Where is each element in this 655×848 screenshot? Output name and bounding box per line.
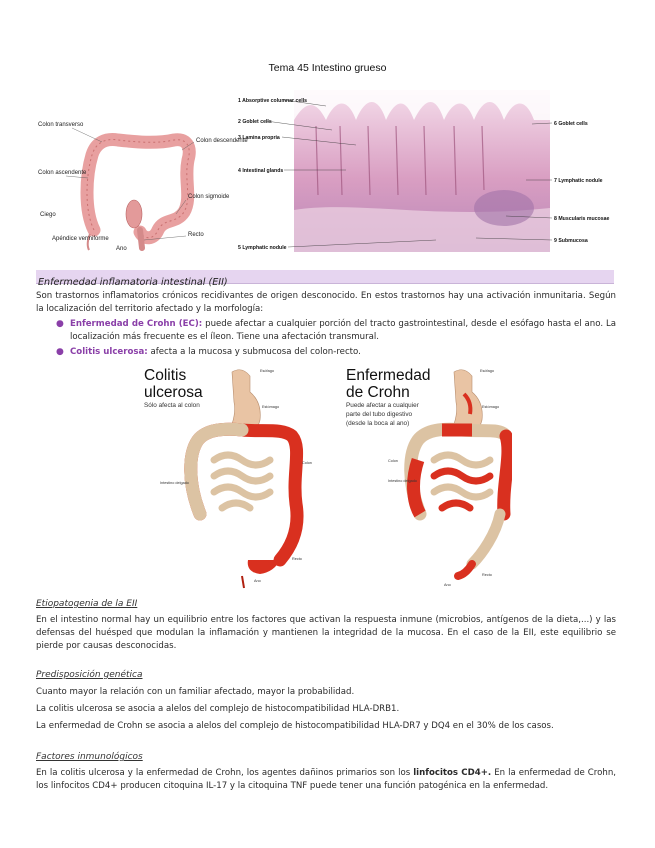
page-title: Tema 45 Intestino grueso (268, 62, 387, 74)
uc-small-label: Colon (302, 461, 312, 465)
cd-small-label: Recto (482, 573, 492, 577)
histology-label: 5 Lymphatic nodule (238, 245, 287, 251)
histology-label: 8 Muscularis mucosae (554, 216, 610, 222)
uc-title: ulcerosa (144, 384, 203, 401)
bullet-icon: ● (56, 319, 64, 329)
cd-subtitle: Puede afectar a cualquier (346, 402, 419, 409)
uc-small-label: Esófago (260, 369, 274, 373)
ibd-comparison-figure (142, 364, 512, 592)
colon-anatomy-figure (36, 90, 258, 255)
bullet-text: afecta a la mucosa y submucosa del colon-recto. (147, 347, 361, 357)
colon-label: Colon transverso (38, 122, 84, 128)
bullet-crohn (70, 318, 616, 344)
cd-subtitle: parte del tubo digestivo (346, 411, 413, 418)
bullet-term: Enfermedad de Crohn (EC): (70, 319, 203, 329)
colon-label: Ciego (40, 212, 56, 218)
cd-small-label: Estómago (482, 405, 500, 409)
inmunologicos-paragraph (36, 767, 616, 793)
cd-illustration (411, 370, 508, 576)
inmunologicos-bold: linfocitos CD4+. (413, 768, 492, 778)
intro-paragraph: Son trastornos inflamatorios crónicos recidivantes de origen desconocido. En estos trastornos hay una activación inmunitaria. Según la localización del territorio afectado y la morfología: (36, 291, 616, 315)
bullet-icon: ● (56, 347, 64, 357)
uc-illustration (191, 370, 297, 588)
histology-label: 1 Absorptive columnar cells (238, 98, 307, 104)
inmunologicos-text: En la enfermedad de Crohn, los linfocitos CD4+ producen citoquina IL-17 y la citoquina TNF puede tener una función patogénica en la enfermedad. (36, 768, 617, 792)
colon-label: Recto (188, 232, 204, 238)
histology-label: 7 Lymphatic nodule (554, 178, 603, 184)
bullet-text: puede afectar a cualquier porción del tracto gastrointestinal, desde el esófago hasta el ano. La localización más frecuente es el íleon. Tiene una afectación transmural. (70, 319, 616, 343)
colon-label: Apéndice vermiforme (52, 236, 109, 242)
histology-label: 3 Lamina propria (238, 135, 280, 141)
histology-label: 9 Submucosa (554, 238, 588, 244)
heading-etiopatogenia: Etiopatogenia de la EII (36, 599, 138, 609)
cd-small-label: Colon (388, 459, 398, 463)
colon-label: Colon ascendente (38, 170, 87, 176)
section-title: Enfermedad inflamatoria intestinal (EII) (38, 277, 228, 288)
predisposicion-line: La colitis ulcerosa se asocia a alelos del complejo de histocompatibilidad HLA-DRB1. (36, 704, 400, 714)
cd-title: Enfermedad (346, 367, 431, 384)
uc-small-label: Estómago (262, 405, 280, 409)
uc-small-label: Ano (254, 579, 261, 583)
histology-figure (236, 90, 616, 252)
etiopatogenia-paragraph: En el intestino normal hay un equilibrio entre los factores que activan la respuesta inmune (microbios, antígenos de la dieta,...) y las defensas del huésped que modulan la inflamación y mantienen la integridad de la mucosa. En el caso de la EII, este equilibrio se pierde por causas desconocidas. (36, 615, 616, 652)
cd-small-label: Ano (444, 583, 451, 587)
section-heading-eii (36, 270, 614, 288)
inmunologicos-text: En la colitis ulcerosa y la enfermedad de Crohn, los agentes dañinos primarios son los (36, 768, 414, 778)
cd-title: de Crohn (346, 384, 410, 401)
uc-title: Colitis (144, 367, 187, 384)
histology-label: 4 Intestinal glands (238, 168, 284, 174)
uc-subtitle: Sólo afecta al colon (144, 402, 200, 409)
uc-small-label: Recto (292, 557, 302, 561)
uc-small-label: Intestino delgado (160, 481, 189, 485)
heading-predisposicion: Predisposición genética (36, 670, 143, 680)
heading-inmunologicos: Factores inmunológicos (36, 752, 143, 762)
cd-small-label: Esófago (480, 369, 494, 373)
cd-subtitle: (desde la boca al ano) (346, 420, 410, 427)
histology-label: 6 Goblet cells (554, 121, 588, 127)
cd-small-label: Intestino delgado (388, 479, 417, 483)
colon-label: Ano (116, 246, 127, 252)
predisposicion-line: Cuanto mayor la relación con un familiar afectado, mayor la probabilidad. (36, 687, 355, 697)
bullet-term: Colitis ulcerosa: (70, 347, 148, 357)
predisposicion-line: La enfermedad de Crohn se asocia a alelos del complejo de histocompatibilidad HLA-DR7 y DQ4 en el 30% de los casos. (36, 721, 554, 731)
histology-label: 2 Goblet cells (238, 119, 272, 125)
bullet-colitis (70, 346, 616, 359)
colon-label: Colon sigmoide (188, 194, 230, 200)
colon-label: Colon descendente (196, 138, 248, 144)
